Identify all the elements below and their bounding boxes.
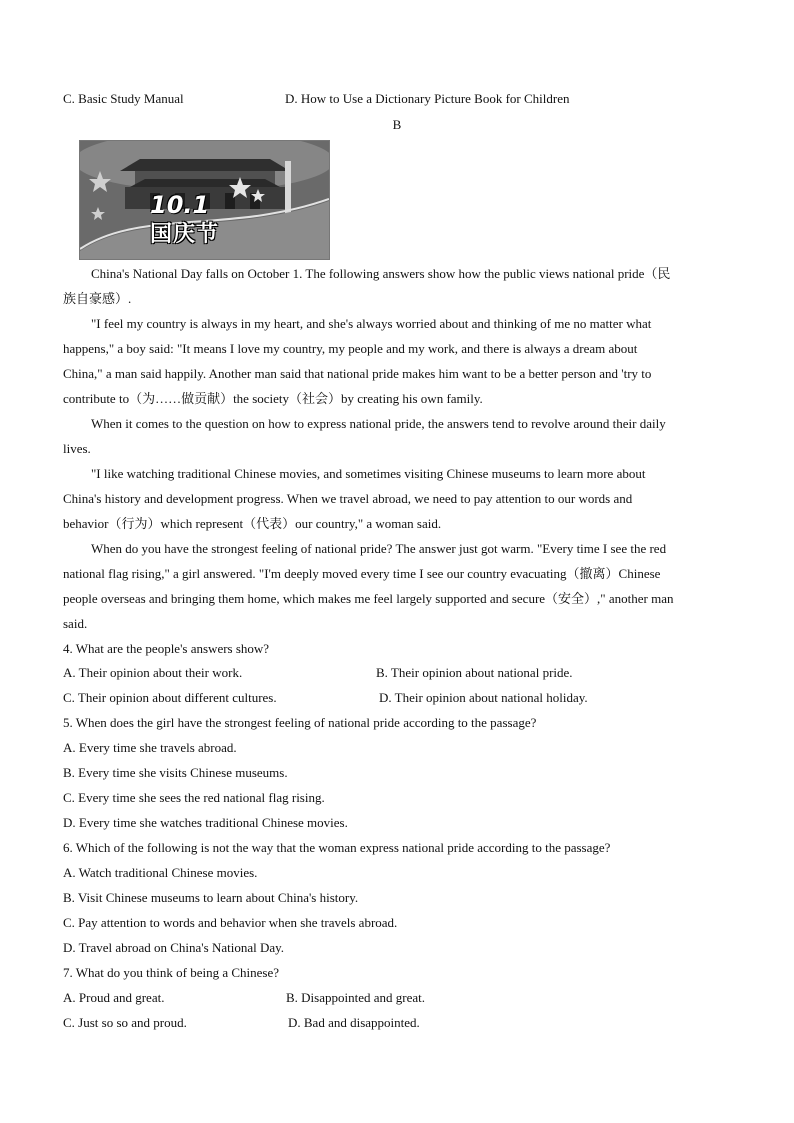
question-6-option-b: B. Visit Chinese museums to learn about China's history. xyxy=(63,890,359,905)
passage-p4-line3: behavior（行为）which represent（代表）our country," a woman said. xyxy=(63,516,442,531)
question-4-stem: 4. What are the people's answers show? xyxy=(63,641,270,656)
passage-p3-line1: When it comes to the question on how to express national pride, the answers tend to revolve around their daily xyxy=(91,416,666,431)
question-6-option-d: D. Travel abroad on China's National Day. xyxy=(63,940,285,955)
question-6-option-c: C. Pay attention to words and behavior when she travels abroad. xyxy=(63,915,398,930)
section-label: B xyxy=(392,117,402,132)
question-5-option-d: D. Every time she watches traditional Chinese movies. xyxy=(63,815,348,830)
passage-p5-line2: national flag rising," a girl answered. "I'm deeply moved every time I see our country evacuating（撤离）Chinese xyxy=(63,566,661,581)
question-4-option-c: C. Their opinion about different cultures. xyxy=(63,690,277,705)
passage-p2-line1: "I feel my country is always in my heart, and she's always worried about and thinking of me no matter what xyxy=(91,316,652,331)
question-7-option-c: C. Just so so and proud. xyxy=(63,1015,187,1030)
question-5-option-c: C. Every time she sees the red national flag rising. xyxy=(63,790,325,805)
question-6-stem: 6. Which of the following is not the way that the woman express national pride according to the passage? xyxy=(63,840,611,855)
question-4-option-b: B. Their opinion about national pride. xyxy=(376,665,573,680)
passage-p2-line4: contribute to（为……做贡献）the society（社会）by creating his own family. xyxy=(63,391,483,406)
question-7-option-d: D. Bad and disappointed. xyxy=(288,1015,420,1030)
passage-p5-line1: When do you have the strongest feeling of national pride? The answer just got warm. "Every time I see the red xyxy=(91,541,667,556)
national-day-banner-image xyxy=(79,140,330,260)
passage-p4-line1: "I like watching traditional Chinese movies, and sometimes visiting Chinese museums to learn more about xyxy=(91,466,646,481)
question-4-option-a: A. Their opinion about their work. xyxy=(63,665,243,680)
question-5-option-b: B. Every time she visits Chinese museums. xyxy=(63,765,288,780)
question-6-option-a: A. Watch traditional Chinese movies. xyxy=(63,865,258,880)
passage-p1-line2: 族自豪感）. xyxy=(63,291,132,306)
prev-option-c: C. Basic Study Manual xyxy=(63,91,184,106)
question-7-option-b: B. Disappointed and great. xyxy=(286,990,425,1005)
passage-p4-line2: China's history and development progress. When we travel abroad, we need to pay attention to our words and xyxy=(63,491,633,506)
question-4-option-d: D. Their opinion about national holiday. xyxy=(379,690,588,705)
question-5-stem: 5. When does the girl have the strongest feeling of national pride according to the passage? xyxy=(63,715,537,730)
banner-date-text: 10.1 xyxy=(150,191,210,219)
question-5-option-a: A. Every time she travels abroad. xyxy=(63,740,237,755)
passage-p3-line2: lives. xyxy=(63,441,91,456)
question-7-stem: 7. What do you think of being a Chinese? xyxy=(63,965,280,980)
prev-option-d: D. How to Use a Dictionary Picture Book for Children xyxy=(285,91,570,106)
passage-p5-line4: said. xyxy=(63,616,88,631)
question-7-option-a: A. Proud and great. xyxy=(63,990,165,1005)
passage-p2-line2: happens," a boy said: "It means I love my country, my people and my work, and there is always a dream about xyxy=(63,341,638,356)
passage-p2-line3: China," a man said happily. Another man said that national pride makes him want to be a better person and 'try to xyxy=(63,366,652,381)
passage-p1-line1: China's National Day falls on October 1. The following answers show how the public views national pride（民 xyxy=(91,266,671,281)
banner-festival-text: 国庆节 xyxy=(150,222,220,247)
passage-p5-line3: people overseas and bringing them home, which makes me feel largely supported and secure（安全）," another man xyxy=(63,591,674,606)
